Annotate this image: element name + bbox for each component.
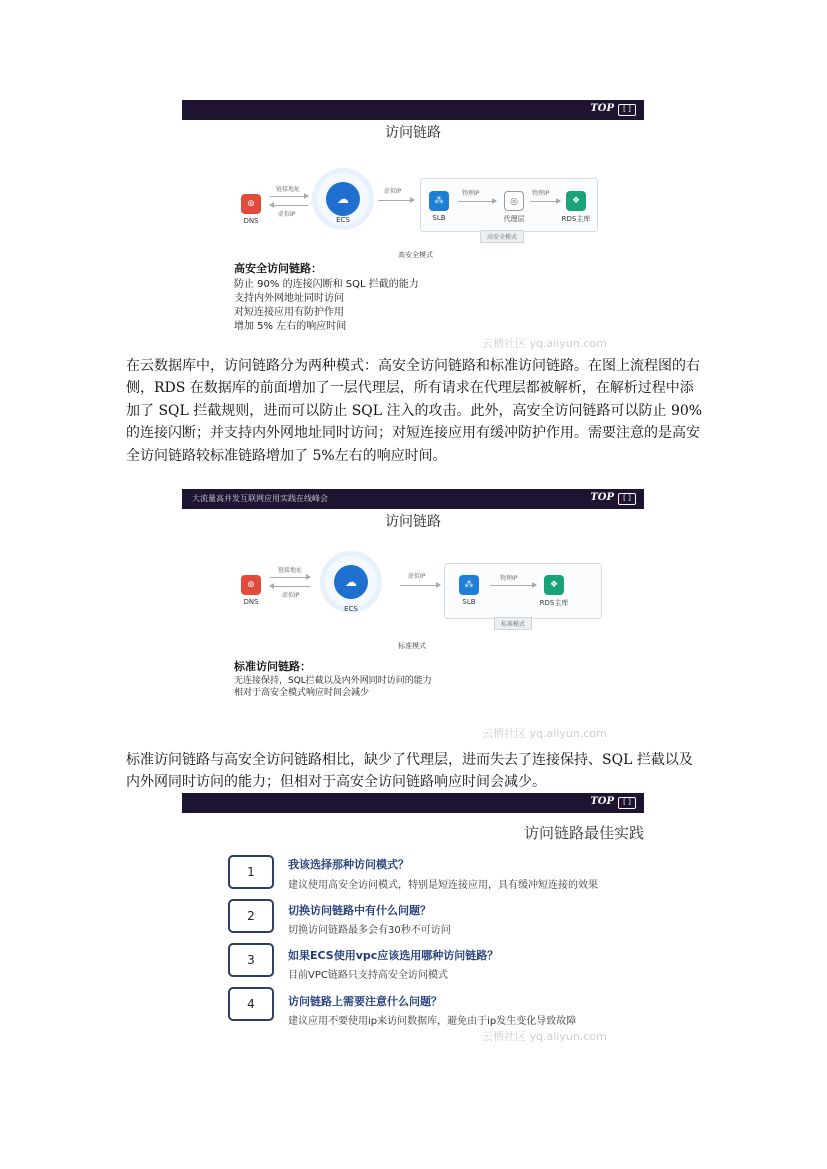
question-text: 如果ECS使用vpc应该选用哪种访问链路？ bbox=[288, 949, 499, 962]
slide-best-practice bbox=[182, 793, 644, 1045]
slb-label: SLB bbox=[462, 598, 476, 606]
slide-high-security bbox=[182, 100, 644, 350]
slide-title: 访问链路 bbox=[385, 514, 441, 530]
slide-title: 访问链路最佳实践 bbox=[523, 824, 644, 842]
fingerprint-icon: ◎ bbox=[504, 191, 524, 211]
info-title: 高安全访问链路： bbox=[234, 262, 322, 275]
slb-node bbox=[424, 191, 454, 222]
slide-standard bbox=[182, 489, 644, 741]
proxy-label: 代理层 bbox=[503, 215, 525, 223]
arrow-label-connect: 链接地址 bbox=[276, 186, 301, 193]
top-logo: TOP bbox=[590, 103, 614, 114]
cloud-icon: ☁ bbox=[334, 565, 368, 599]
answer-text: 建议应用不要使用ip来访问数据库，避免由于ip发生变化导致故障 bbox=[288, 1016, 577, 1027]
info-line: 相对于高安全模式响应时间会减少 bbox=[234, 688, 370, 698]
arrow-to-dns bbox=[270, 586, 310, 587]
load-balancer-icon: ⁂ bbox=[429, 191, 449, 211]
dns-icon: ⊛ bbox=[241, 194, 261, 214]
answer-text: 切换访问链路最多会有30秒不可访问 bbox=[288, 925, 451, 936]
rds-label: RDS主库 bbox=[539, 599, 569, 607]
question-text: 切换访问链路中有什么问题？ bbox=[288, 904, 431, 917]
dns-label: DNS bbox=[243, 598, 259, 606]
body-paragraph: 标准访问链路与高安全访问链路相比，缺少了代理层，进而失去了连接保持、SQL 拦截以及内外网同时访问的能力；但相对于高安全访问链路响应时间会减少。 bbox=[126, 752, 693, 791]
info-line: 支持内外网地址同时访问 bbox=[234, 293, 344, 304]
top-logo: TOP bbox=[590, 796, 614, 807]
slb-label: SLB bbox=[432, 214, 446, 222]
arrow-to-rds bbox=[490, 585, 536, 586]
step-number-box: 3 bbox=[228, 943, 274, 977]
watermark: 云栖社区 yq.aliyun.com bbox=[482, 727, 607, 740]
rds-node bbox=[536, 575, 572, 608]
rds-label: RDS主库 bbox=[561, 215, 591, 223]
step-number-box: 4 bbox=[228, 987, 274, 1021]
arrow-label-vip: 虚拟IP bbox=[282, 592, 300, 599]
rds-node bbox=[558, 191, 594, 224]
info-line: 无连接保持，SQL拦截以及内外网同时访问的能力 bbox=[234, 676, 432, 686]
arrow-label-physical2: 物理IP bbox=[532, 190, 550, 197]
arrow-label-vip: 虚拟IP bbox=[278, 211, 296, 218]
aliyun-logo-icon: [ ] bbox=[618, 493, 636, 505]
proxy-node bbox=[496, 191, 532, 224]
arrow-to-slb bbox=[400, 585, 440, 586]
info-line: 增加 5% 左右的响应时间 bbox=[234, 321, 347, 332]
question-text: 我该选择那种访问模式？ bbox=[288, 858, 409, 871]
arrow-to-slb bbox=[378, 200, 414, 201]
arrow-to-rds bbox=[530, 201, 560, 202]
frame-tag: 高安全模式 bbox=[480, 230, 524, 243]
aliyun-logo-icon: [ ] bbox=[618, 104, 636, 116]
question-text: 访问链路上需要注意什么问题？ bbox=[288, 995, 442, 1008]
slide-title: 访问链路 bbox=[385, 125, 441, 141]
ecs-label: ECS bbox=[344, 605, 358, 613]
arrow-to-dns bbox=[270, 205, 308, 206]
arrow-to-proxy bbox=[458, 201, 496, 202]
load-balancer-icon: ⁂ bbox=[459, 575, 479, 595]
arrow-to-ecs bbox=[270, 577, 310, 578]
slide-banner bbox=[182, 100, 644, 120]
frame-tag: 标准模式 bbox=[494, 617, 532, 630]
arrow-label-vip2: 虚拟IP bbox=[408, 573, 426, 580]
arrow-to-ecs bbox=[270, 196, 308, 197]
answer-text: 建议使用高安全访问模式，特别是短连接应用，具有缓冲短连接的效果 bbox=[288, 880, 598, 891]
ecs-node bbox=[320, 551, 382, 613]
arrow-label-vip2: 虚拟IP bbox=[384, 188, 402, 195]
watermark: 云栖社区 yq.aliyun.com bbox=[482, 1030, 607, 1043]
slb-node bbox=[454, 575, 484, 606]
ecs-label: ECS bbox=[336, 216, 350, 224]
dns-node bbox=[236, 194, 266, 225]
arrow-label-connect: 链接地址 bbox=[278, 567, 303, 574]
watermark: 云栖社区 yq.aliyun.com bbox=[482, 337, 607, 350]
info-title: 标准访问链路： bbox=[234, 660, 311, 673]
dns-icon: ⊛ bbox=[241, 575, 261, 595]
step-number-box: 2 bbox=[228, 899, 274, 933]
step-number-box: 1 bbox=[228, 855, 274, 889]
info-line: 防止 90% 的连接闪断和 SQL 拦截的能力 bbox=[234, 279, 419, 290]
arrow-label-physical1: 物理IP bbox=[462, 190, 480, 197]
arrow-label-physical1: 物理IP bbox=[500, 575, 518, 582]
cloud-icon: ☁ bbox=[326, 182, 360, 216]
info-line: 对短连接应用有防护作用 bbox=[234, 307, 344, 318]
dns-node bbox=[236, 575, 266, 606]
body-paragraph: 在云数据库中，访问链路分为两种模式：高安全访问链路和标准访问链路。在图上流程图的右侧，RDS 在数据库的前面增加了一层代理层，所有请求在代理层都被解析，在解析过程中添加了 SQL 拦截规则，进而可以防止 SQL 注入的攻击。此外，高安全访问链路可以防止 90%的连接闪断；并支持内外网地址同时访问；对短连接应用有缓冲防护作用。需要注意的是高安全访问链路较标准链路增加了 5%左右的响应时间。 bbox=[126, 358, 703, 464]
dns-label: DNS bbox=[243, 217, 259, 225]
database-icon: ❖ bbox=[566, 191, 586, 211]
slide-banner bbox=[182, 793, 644, 813]
aliyun-logo-icon: [ ] bbox=[618, 797, 636, 809]
top-logo: TOP bbox=[590, 492, 614, 503]
banner-text: 大流量高并发互联网应用实践在线峰会 bbox=[192, 494, 328, 503]
mode-label: 高安全模式 bbox=[398, 251, 433, 259]
database-icon: ❖ bbox=[544, 575, 564, 595]
answer-text: 目前VPC链路只支持高安全访问模式 bbox=[288, 970, 448, 981]
slide-banner bbox=[182, 489, 644, 509]
mode-label: 标准模式 bbox=[398, 642, 426, 650]
